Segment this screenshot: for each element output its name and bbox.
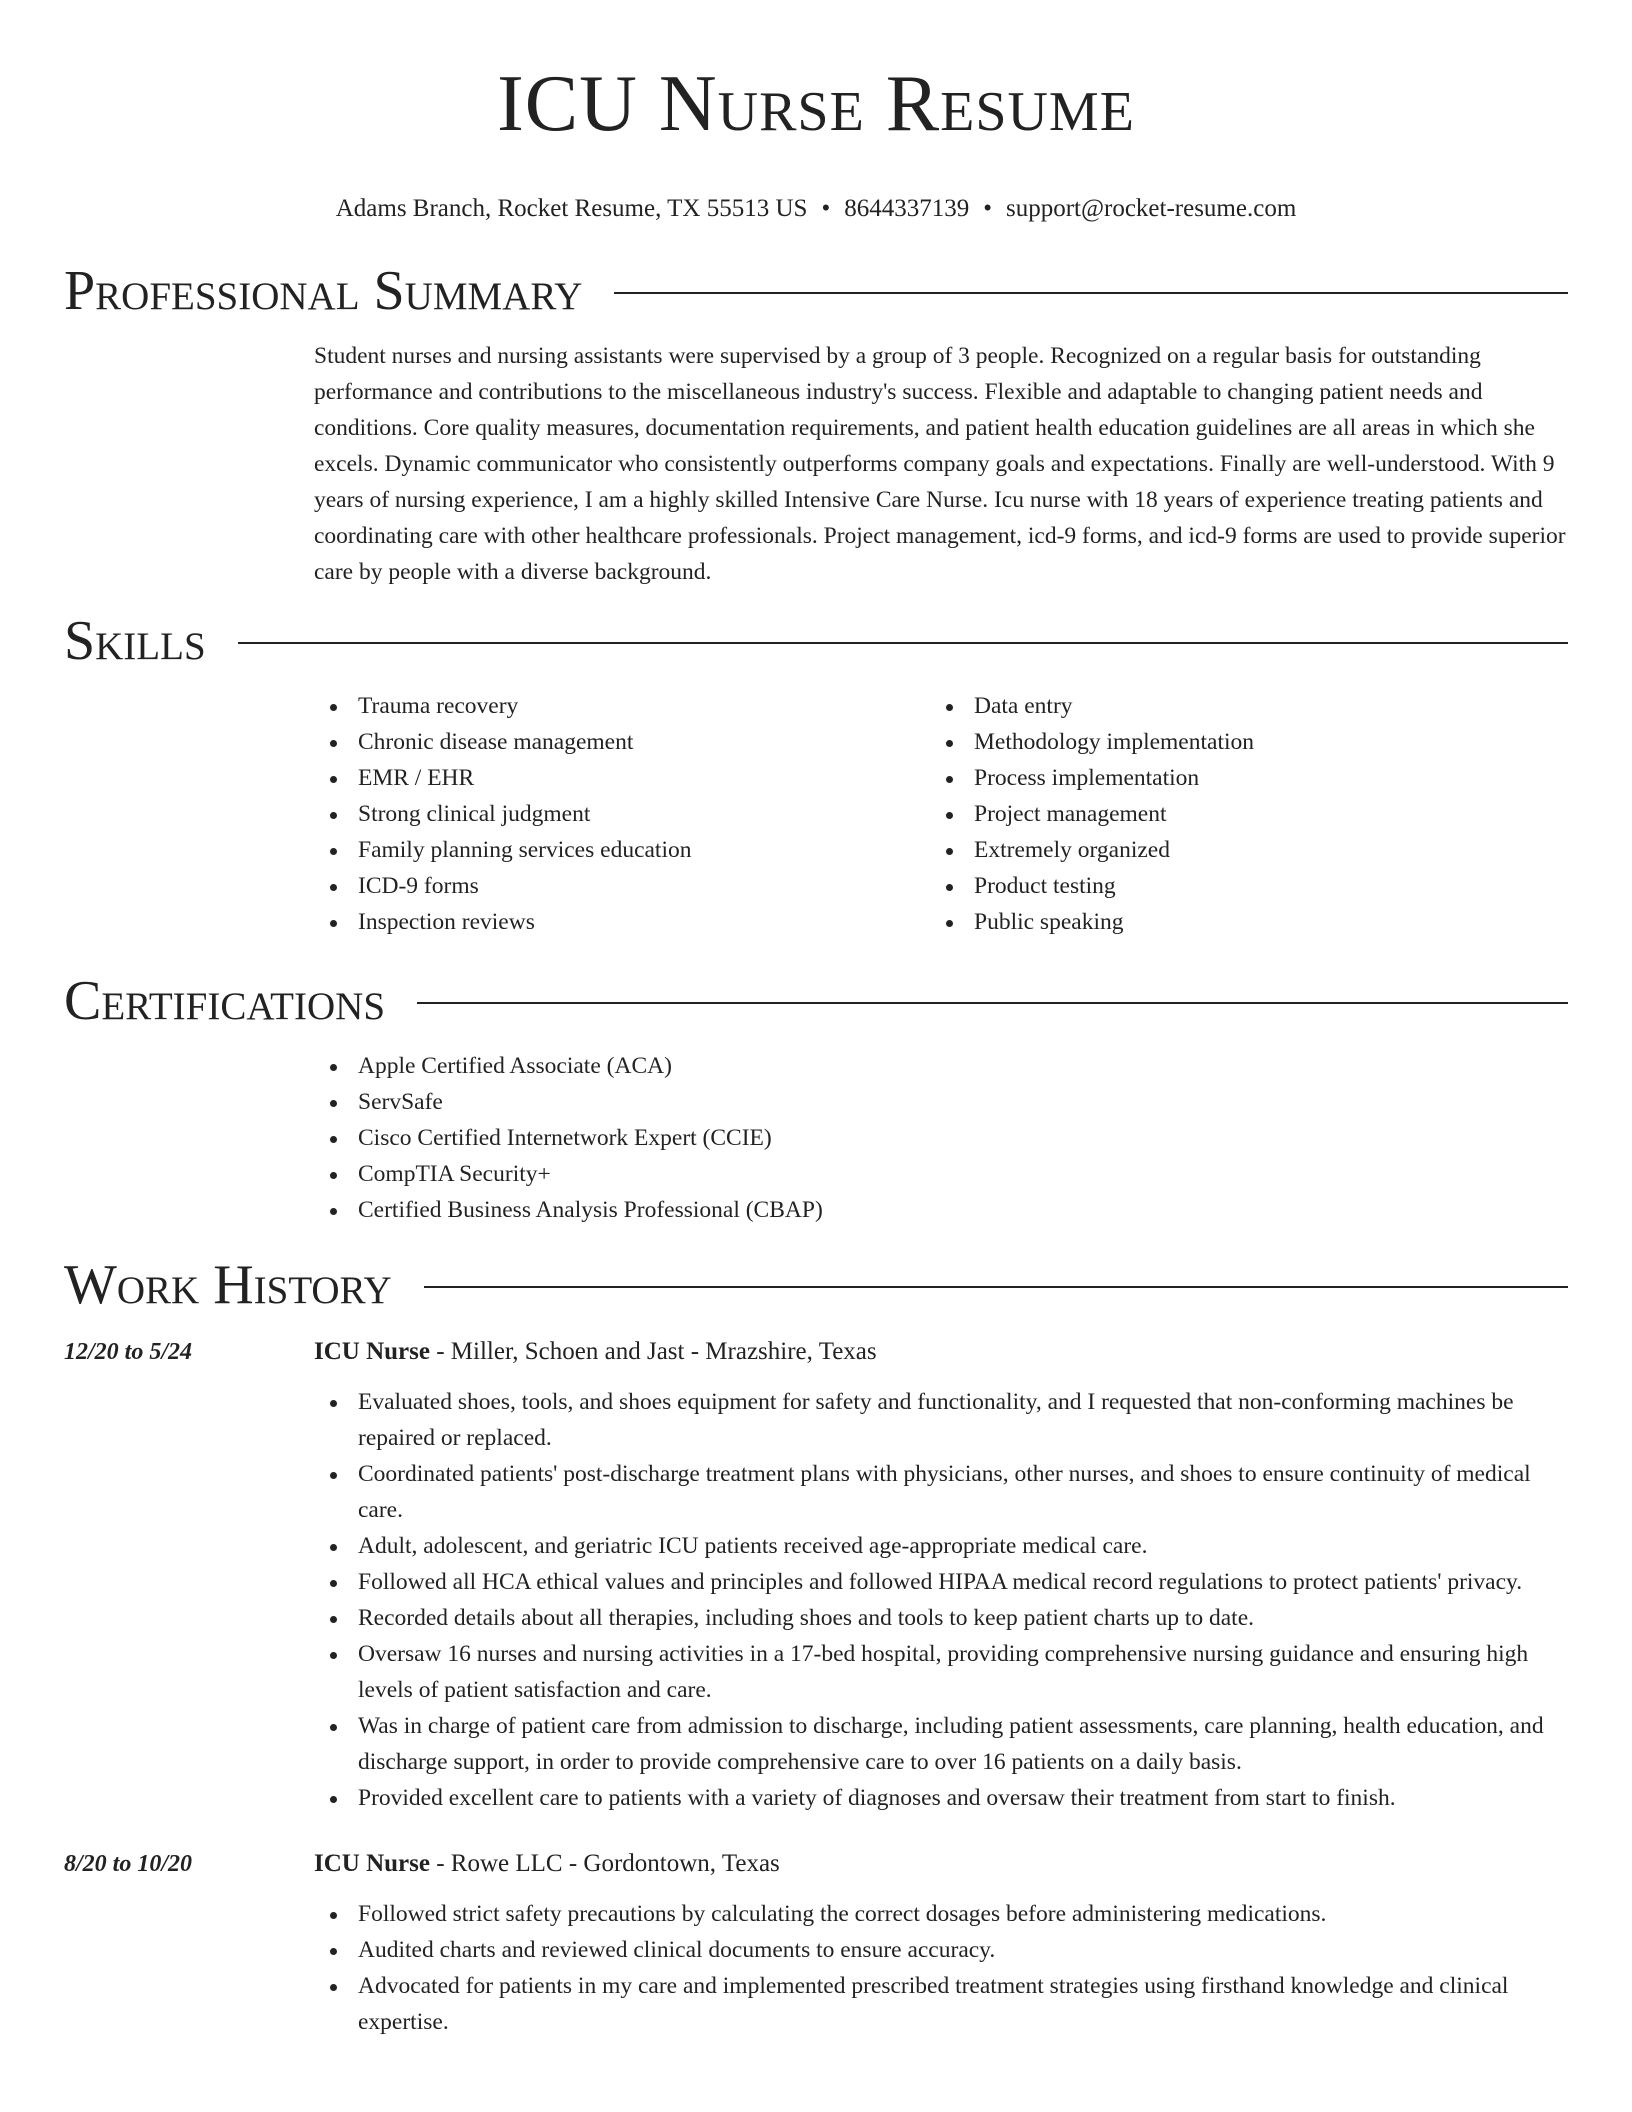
skill-item: Product testing [930,868,1546,904]
job-title: ICU Nurse [314,1850,430,1877]
contact-separator: • [821,195,831,222]
job-bullets [314,1384,1568,1816]
skill-item: Trauma recovery [314,688,930,724]
contact-phone: 8644337139 [844,195,970,222]
section-header [64,258,1568,324]
job-bullet: Coordinated patients' post-discharge treatment plans with physicians, other nurses, and shoes to ensure continuity of medical care. [314,1456,1568,1528]
section-header [64,1252,1568,1318]
skill-item: Inspection reviews [314,904,930,940]
job-bullet: Recorded details about all therapies, including shoes and tools to keep patient charts up to date. [314,1600,1568,1636]
job-heading [314,1846,1568,1882]
section-header [64,608,1568,674]
job-bullet: Followed strict safety precautions by calculating the correct dosages before administering medications. [314,1896,1568,1932]
contact-address: Adams Branch, Rocket Resume, TX 55513 US [335,195,808,222]
job-bullet: Was in charge of patient care from admission to discharge, including patient assessments, care planning, health education, and discharge support, in order to provide comprehensive care to over 16 patients on a daily basis. [314,1708,1568,1780]
job-bullet: Evaluated shoes, tools, and shoes equipment for safety and functionality, and I requested that non-conforming machines be repaired or replaced. [314,1384,1568,1456]
skill-item: ICD-9 forms [314,868,930,904]
skill-item: Methodology implementation [930,724,1546,760]
contact-line [64,194,1568,224]
job-bullet: Audited charts and reviewed clinical documents to ensure accuracy. [314,1932,1568,1968]
skill-item: Project management [930,796,1546,832]
section-title: Certifications [64,970,386,1032]
job-entry [64,1334,1568,1816]
certification-item: ServSafe [314,1084,1568,1120]
job-bullet: Oversaw 16 nurses and nursing activities in a 17-bed hospital, providing comprehensive nursing guidance and ensuring high levels of patient satisfaction and care. [314,1636,1568,1708]
skill-item: Public speaking [930,904,1546,940]
skill-item: Data entry [930,688,1546,724]
section-professional-summary [64,258,1568,590]
skill-item: Family planning services education [314,832,930,868]
job-employer: - Rowe LLC - Gordontown, Texas [429,1850,780,1877]
job-bullet: Advocated for patients in my care and implemented prescribed treatment strategies using firsthand knowledge and clinical expertise. [314,1968,1568,2040]
job-bullets [314,1896,1568,2040]
job-main [314,1846,1568,2040]
resume-title: ICU Nurse Resume [497,60,1135,148]
section-skills [64,608,1568,940]
certification-item: Cisco Certified Internetwork Expert (CCIE) [314,1120,1568,1156]
section-header [64,968,1568,1034]
skill-item: Strong clinical judgment [314,796,930,832]
certification-item: Certified Business Analysis Professional (CBAP) [314,1192,1568,1228]
certifications-list [314,1048,1568,1228]
job-employer: - Miller, Schoen and Jast - Mrazshire, Texas [429,1338,877,1365]
section-title: Skills [64,610,206,672]
section-certifications [64,968,1568,1228]
section-divider [238,642,1568,644]
contact-email: support@rocket-resume.com [1005,195,1297,222]
section-divider [424,1286,1568,1288]
certification-item: CompTIA Security+ [314,1156,1568,1192]
skill-item: EMR / EHR [314,760,930,796]
job-bullet: Provided excellent care to patients with a variety of diagnoses and oversaw their treatment from start to finish. [314,1780,1568,1816]
job-heading [314,1334,1568,1370]
job-bullet: Adult, adolescent, and geriatric ICU patients received age-appropriate medical care. [314,1528,1568,1564]
skill-item: Chronic disease management [314,724,930,760]
section-divider [417,1002,1568,1004]
resume-header [64,0,1568,224]
section-title: Work History [64,1254,392,1316]
contact-separator: • [983,195,992,222]
job-bullet: Followed all HCA ethical values and principles and followed HIPAA medical record regulations to protect patients' privacy. [314,1564,1568,1600]
job-dates: 8/20 to 10/20 [64,1851,193,1877]
certification-item: Apple Certified Associate (ACA) [314,1048,1568,1084]
summary-text: Student nurses and nursing assistants were supervised by a group of 3 people. Recognized on a regular basis for outstanding performance and contributions to the miscellaneous industry's success. Flexible and adaptable to changing patient needs and conditions. Core quality measures, documentation requirements, and patient health education guidelines are all areas in which she excels. Dynamic communicator who consistently outperforms company goals and expectations. Finally are well-understood. With 9 years of nursing experience, I am a highly skilled Intensive Care Nurse. Icu nurse with 18 years of experience treating patients and coordinating care with other healthcare professionals. Project management, icd-9 forms, and icd-9 forms are used to provide superior care by people with a diverse background. [314,343,1566,585]
skill-item: Process implementation [930,760,1546,796]
job-main [314,1334,1568,1816]
section-divider [614,292,1568,294]
skill-item: Extremely organized [930,832,1546,868]
skills-columns [314,688,1568,940]
skills-list-left [314,688,930,940]
certifications-body [314,1048,1568,1228]
section-title: Professional Summary [64,260,583,322]
skills-list-right [930,688,1546,940]
job-dates: 12/20 to 5/24 [64,1339,193,1365]
job-title: ICU Nurse [314,1338,430,1365]
section-work-history [64,1252,1568,2040]
job-entry [64,1846,1568,2040]
